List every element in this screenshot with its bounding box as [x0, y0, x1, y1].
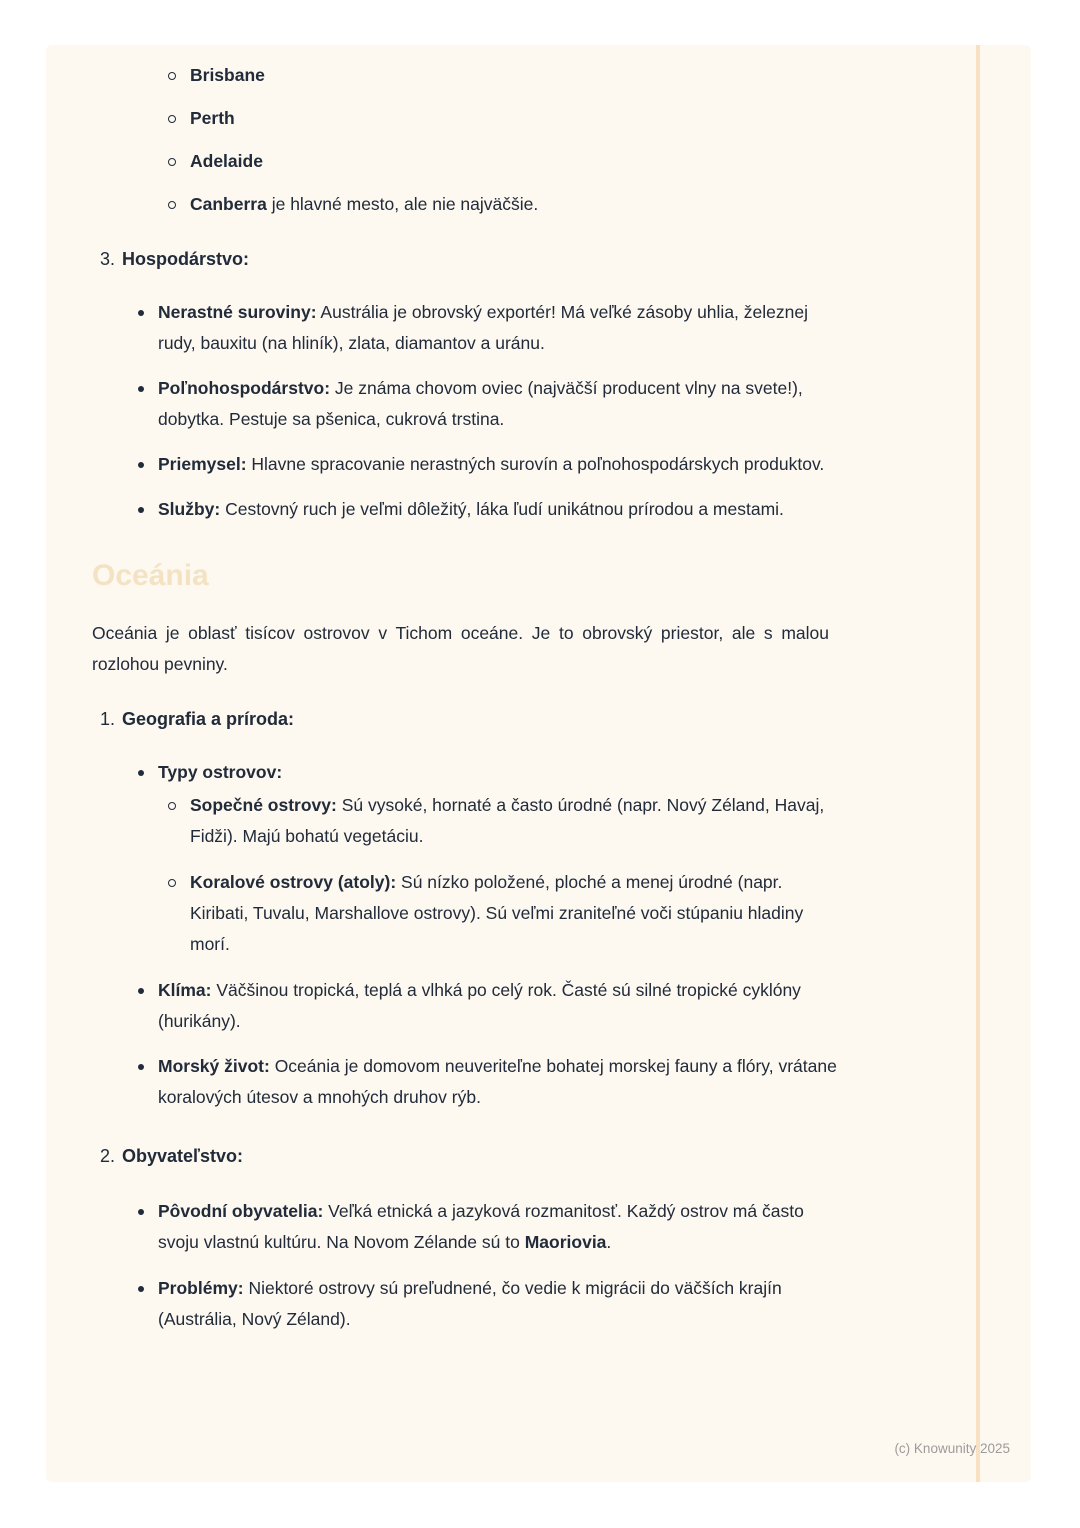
geography-list [92, 757, 837, 1113]
section-title: Geografia a príroda: [122, 709, 295, 729]
document-page [46, 45, 1031, 1482]
bullet-icon [138, 1064, 144, 1070]
bullet-icon [138, 462, 144, 468]
list-item-text: Pôvodní obyvatelia: Veľká etnická a jazyková rozmanitosť. Každý ostrov má často svoju vlastnú kultúru. Na Novom Zélande sú to Maoriovia. [158, 1201, 804, 1252]
list-item [92, 975, 837, 1037]
section-title: Obyvateľstvo: [122, 1146, 243, 1166]
oceania-intro-paragraph: Oceánia je oblasť tisícov ostrovov v Tichom oceáne. Je to obrovský priestor, ale s malou rozlohou pevniny. [92, 623, 829, 674]
section-number: 3. [100, 249, 116, 269]
list-item-text: Brisbane [190, 65, 265, 85]
copyright-watermark: (c) Knowunity 2025 [894, 1441, 1010, 1456]
circle-bullet-icon [168, 115, 176, 123]
section-heading-economy [92, 244, 837, 275]
list-item [92, 1196, 837, 1258]
list-item [92, 757, 837, 960]
list-item-text: Poľnohospodárstvo: Je známa chovom oviec (najväčší producent vlny na svete!), dobytka. Pestuje sa pšenica, cukrová trstina. [158, 378, 803, 429]
list-item-text: Perth [190, 108, 235, 128]
bullet-icon [138, 310, 144, 316]
list-item [92, 189, 837, 220]
list-item-text: Sopečné ostrovy: Sú vysoké, hornaté a často úrodné (napr. Nový Zéland, Havaj, Fidži). Majú bohatú vegetáciu. [190, 795, 825, 846]
circle-bullet-icon [168, 158, 176, 166]
list-item [92, 449, 837, 480]
list-item [92, 60, 837, 91]
list-item-text: Problémy: Niektoré ostrovy sú preľudnené, čo vedie k migrácii do väčších krajín (Austrália, Nový Zéland). [158, 1278, 782, 1329]
circle-bullet-icon [168, 72, 176, 80]
list-item [92, 297, 837, 359]
bullet-icon [138, 1286, 144, 1292]
list-item [92, 146, 837, 177]
section-heading-population [92, 1141, 837, 1172]
list-item [158, 867, 837, 960]
population-list [92, 1196, 837, 1335]
list-item [92, 1273, 837, 1335]
page-title-oceania: Oceánia [92, 559, 209, 592]
section-heading-geography [92, 704, 837, 735]
section-number: 1. [100, 709, 116, 729]
section-title: Hospodárstvo: [122, 249, 250, 269]
section-number: 2. [100, 1146, 116, 1166]
list-item-text: Typy ostrovov: [158, 762, 283, 782]
list-item-text: Nerastné suroviny: Austrália je obrovský exportér! Má veľké zásoby uhlia, železnej rudy, bauxitu (na hliník), zlata, diamantov a uránu. [158, 302, 808, 353]
list-item-text: Služby: Cestovný ruch je veľmi dôležitý, láka ľudí unikátnou prírodou a mestami. [158, 499, 784, 519]
bullet-icon [138, 507, 144, 513]
bullet-icon [138, 386, 144, 392]
list-item-text: Priemysel: Hlavne spracovanie nerastných surovín a poľnohospodárskych produktov. [158, 454, 825, 474]
list-item-text: Klíma: Väčšinou tropická, teplá a vlhká po celý rok. Časté sú silné tropické cyklóny (hurikány). [158, 980, 801, 1031]
list-item-text: Morský život: Oceánia je domovom neuveriteľne bohatej morskej fauny a flóry, vrátane koralových útesov a mnohých druhov rýb. [158, 1056, 837, 1107]
list-item-text: Adelaide [190, 151, 263, 171]
circle-bullet-icon [168, 802, 176, 810]
circle-bullet-icon [168, 201, 176, 209]
cities-list [92, 60, 837, 220]
island-types-list [158, 790, 837, 960]
decorative-stripe [976, 45, 980, 1482]
page-content [92, 60, 837, 1349]
bullet-icon [138, 988, 144, 994]
list-item [158, 790, 837, 852]
list-item [92, 494, 837, 525]
economy-list [92, 297, 837, 525]
bullet-icon [138, 1209, 144, 1215]
list-item [92, 103, 837, 134]
bullet-icon [138, 770, 144, 776]
list-item [92, 1051, 837, 1113]
circle-bullet-icon [168, 879, 176, 887]
list-item [92, 373, 837, 435]
list-item-text: Koralové ostrovy (atoly): Sú nízko položené, ploché a menej úrodné (napr. Kiribati, Tuvalu, Marshallove ostrovy). Sú veľmi zraniteľné voči stúpaniu hladiny morí. [190, 872, 804, 954]
list-item-text: Canberra je hlavné mesto, ale nie najväčšie. [190, 194, 539, 214]
